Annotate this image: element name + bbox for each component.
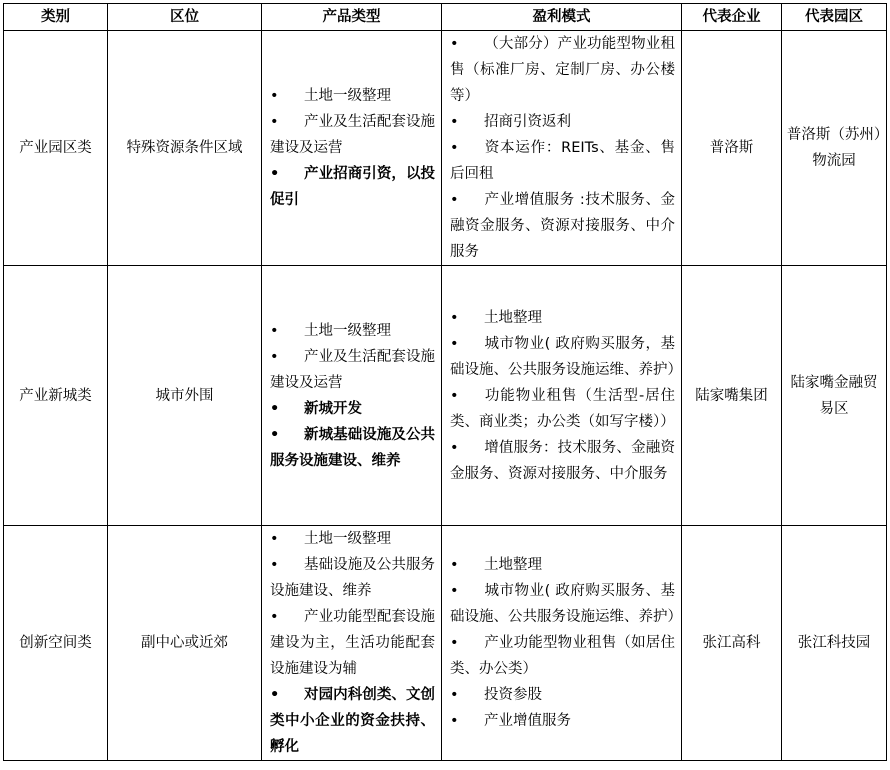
bullet-icon: • [450,140,459,156]
header-product-type: 产品类型 [262,4,442,31]
bullet-icon: • [270,609,279,625]
header-company: 代表企业 [682,4,782,31]
company-cell: 张江高科 [682,526,782,761]
table-row [4,266,887,526]
header-park: 代表园区 [782,4,887,31]
category-cell: 创新空间类 [4,526,108,761]
list-item: • 对园内科创类、文创类中小企业的资金扶持、孵化 [270,682,435,760]
header-category: 类别 [4,4,108,31]
list-item: • 土地整理 [450,305,675,331]
bullet-icon: • [270,400,280,417]
product-cell [262,31,442,266]
header-profit-model: 盈利模式 [442,4,682,31]
header-row [4,4,887,31]
bullet-icon: • [270,531,279,547]
list-item: • 产业增值服务 [450,708,675,734]
list-item: • 新城基础设施及公共服务设施建设、维养 [270,422,435,474]
bullet-icon: • [270,88,279,104]
table-row [4,526,887,761]
list-item: • 资本运作：REITs、基金、售后回租 [450,135,675,187]
bullet-icon: • [450,557,459,573]
location-cell: 副中心或近郊 [108,526,262,761]
list-item: • 招商引资返利 [450,109,675,135]
list-item: • 土地一级整理 [270,526,435,552]
bullet-icon: • [270,322,279,339]
bullet-icon: • [450,687,459,703]
product-cell [262,266,442,526]
bullet-icon: • [450,583,459,599]
bullet-icon: • [450,335,459,352]
bullet-icon: • [450,439,459,456]
list-item: • 土地一级整理 [270,318,435,344]
table-row [4,31,887,266]
list-item: • 土地一级整理 [270,83,435,109]
category-cell: 产业园区类 [4,31,108,266]
profit-cell [442,526,682,761]
list-item: • 产业功能型物业租售（如居住类、办公类） [450,630,675,682]
bullet-icon: • [270,114,279,130]
list-item: • 投资参股 [450,682,675,708]
profit-cell [442,31,682,266]
list-item: • （大部分）产业功能型物业租售（标准厂房、定制厂房、办公楼等） [450,31,675,109]
bullet-icon: • [450,192,459,208]
list-item: • 基础设施及公共服务设施建设、维养 [270,552,435,604]
bullet-icon: • [450,309,459,326]
bullet-icon: • [270,348,279,365]
profit-cell [442,266,682,526]
list-item: • 产业招商引资，以投促引 [270,161,435,213]
bullet-icon: • [270,166,280,182]
bullet-icon: • [270,557,279,573]
header-location: 区位 [108,4,262,31]
location-cell: 特殊资源条件区域 [108,31,262,266]
bullet-icon: • [270,687,280,703]
category-cell: 产业新城类 [4,266,108,526]
list-item: • 产业功能型配套设施建设为主，生活功能配套设施建设为辅 [270,604,435,682]
bullet-icon: • [450,114,459,130]
list-item: • 产业及生活配套设施建设及运营 [270,109,435,161]
list-item: • 功能物业租售（生活型-居住类、商业类；办公类（如写字楼）） [450,383,675,435]
list-item: • 城市物业( 政府购买服务、基础设施、公共服务设施运维、养护） [450,578,675,630]
list-item: • 土地整理 [450,552,675,578]
bullet-icon: • [450,713,459,729]
list-item: • 增值服务：技术服务、金融资金服务、资源对接服务、中介服务 [450,435,675,487]
bullet-icon: • [270,426,280,443]
company-cell: 陆家嘴集团 [682,266,782,526]
business-model-table [3,3,887,761]
bullet-icon: • [450,36,459,52]
list-item: • 城市物业( 政府购买服务，基础设施、公共服务设施运维、养护） [450,331,675,383]
bullet-icon: • [450,387,459,404]
list-item: • 新城开发 [270,396,435,422]
list-item: • 产业及生活配套设施建设及运营 [270,344,435,396]
park-cell: 普洛斯（苏州）物流园 [782,31,887,266]
park-cell: 张江科技园 [782,526,887,761]
product-cell [262,526,442,761]
park-cell: 陆家嘴金融贸易区 [782,266,887,526]
location-cell: 城市外围 [108,266,262,526]
list-item: • 产业增值服务 :技术服务、金融资金服务、资源对接服务、中介服务 [450,187,675,265]
company-cell: 普洛斯 [682,31,782,266]
bullet-icon: • [450,635,459,651]
